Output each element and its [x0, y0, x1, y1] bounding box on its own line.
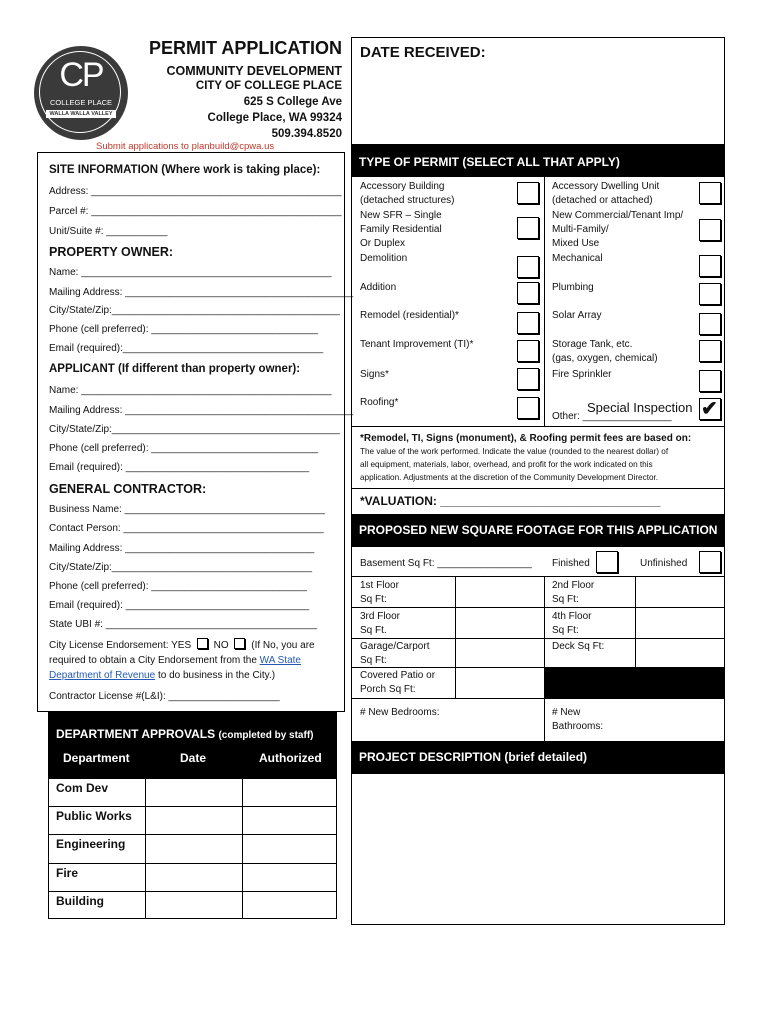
applicant-email-field[interactable]: Email (required): _________________________________ [49, 462, 310, 473]
sqft-garage: Garage/Carport Sq Ft: [360, 641, 430, 666]
owner-mailing-field[interactable]: Mailing Address: _________________________________________ [49, 287, 354, 298]
checkbox-signs[interactable] [517, 368, 539, 390]
approvals-col-department: Department [63, 751, 130, 765]
permit-remodel: Remodel (residential)* [360, 310, 459, 321]
contractor-heading: GENERAL CONTRACTOR: [49, 482, 207, 496]
approval-row-comdev: Com Dev [56, 781, 109, 795]
contractor-email-field[interactable]: Email (required): _________________________________ [49, 600, 310, 611]
checkbox-remodel[interactable] [517, 312, 539, 334]
permit-other: Other: ________________ [552, 411, 672, 422]
contractor-phone-field[interactable]: Phone (cell preferred): ____________________________ [49, 581, 307, 592]
applicant-phone-field[interactable]: Phone (cell preferred): ______________________________ [49, 443, 319, 454]
permit-demolition: Demolition [360, 253, 408, 264]
site-unit-field[interactable]: Unit/Suite #: ___________ [49, 226, 168, 237]
basement-unfinished-label: Unfinished [640, 558, 688, 569]
sqft-bar [351, 514, 725, 547]
approvals-title: DEPARTMENT APPROVALS [56, 727, 216, 741]
permit-roofing: Roofing* [360, 397, 399, 408]
permit-new-commercial: New Commercial/Tenant Imp/ Multi-Family/ Mixed Use [552, 210, 684, 249]
checkbox-plumbing[interactable] [699, 283, 721, 305]
dept-revenue-link[interactable]: Department of Revenue [49, 670, 156, 681]
fee-note-body-1: The value of the work performed. Indicate the value (rounded to the nearest dollar) of [360, 447, 669, 456]
license-note-end: to do business in the City.) [157, 670, 276, 681]
permit-adu: Accessory Dwelling Unit (detached or attached) [552, 181, 660, 206]
approvals-title-bar [49, 712, 336, 747]
department-name: COMMUNITY DEVELOPMENT [166, 64, 342, 78]
city-name: CITY OF COLLEGE PLACE [195, 80, 342, 92]
permit-tenant-improvement: Tenant Improvement (TI)* [360, 339, 474, 350]
owner-city-field[interactable]: City/State/Zip:_________________________________________ [49, 305, 340, 316]
license-yes-label: City License Endorsement: YES [49, 640, 192, 651]
logo-tagline: WALLA WALLA VALLEY [49, 111, 113, 117]
approval-row-fire: Fire [56, 866, 79, 880]
city-address: 625 S College Ave [243, 96, 342, 108]
checkbox-basement-finished[interactable] [596, 551, 618, 573]
permit-addition: Addition [360, 282, 397, 293]
date-received-box [351, 37, 725, 145]
project-description-bar [351, 741, 725, 774]
permit-accessory-building: Accessory Building (detached structures) [360, 181, 455, 206]
owner-email-field[interactable]: Email (required):____________________________________ [49, 343, 324, 354]
permit-fire-sprinkler: Fire Sprinkler [552, 369, 612, 380]
permit-mechanical: Mechanical [552, 253, 603, 264]
logo-name: COLLEGE PLACE [49, 98, 113, 107]
date-received-label: DATE RECEIVED: [360, 44, 486, 61]
permit-new-sfr: New SFR – Single Family Residential Or Duplex [360, 210, 442, 249]
valuation-field[interactable]: *VALUATION: _________________________________ [360, 494, 661, 508]
sqft-shaded-cell [545, 668, 725, 698]
applicant-mailing-field[interactable]: Mailing Address: _________________________________________ [49, 405, 354, 416]
checkbox-roofing[interactable] [517, 397, 539, 419]
checkbox-solar-array[interactable] [699, 313, 721, 335]
owner-name-field[interactable]: Name: _____________________________________________ [49, 267, 332, 278]
sqft-floor1: 1st Floor Sq Ft: [360, 580, 399, 605]
license-yes-checkbox[interactable] [197, 638, 208, 649]
contractor-ubi-field[interactable]: State UBI #: ______________________________________ [49, 619, 318, 630]
sqft-floor4: 4th Floor Sq Ft: [552, 611, 592, 636]
checkbox-other[interactable] [699, 398, 721, 420]
checkbox-basement-unfinished[interactable] [699, 551, 721, 573]
submit-note: Submit applications to planbuild@cpwa.us [96, 141, 275, 152]
site-address-field[interactable]: Address: _____________________________________________ [49, 186, 342, 197]
site-parcel-field[interactable]: Parcel #: _____________________________________________ [49, 206, 342, 217]
approvals-col-date: Date [180, 751, 207, 765]
checkbox-new-sfr[interactable] [517, 217, 539, 239]
approval-row-engineering: Engineering [56, 837, 126, 851]
fee-note-body-2: all equipment, materials, labor, overhead, and profit for the work indicated on this [360, 460, 653, 469]
checkbox-tenant-improvement[interactable] [517, 340, 539, 362]
sqft-bedrooms: # New Bedrooms: [360, 707, 440, 718]
fee-note-heading: *Remodel, TI, Signs (monument), & Roofing permit fees are based on: [360, 433, 692, 444]
license-note: (If No, you are [251, 640, 315, 651]
contractor-business-field[interactable]: Business Name: ____________________________________ [49, 504, 325, 515]
approvals-header-row [49, 747, 336, 778]
approvals-title-note: (completed by staff) [218, 730, 314, 741]
checkbox-demolition[interactable] [517, 256, 539, 278]
contractor-license-field[interactable]: Contractor License #(L&I): ____________________ [49, 691, 280, 702]
checkbox-storage-tank[interactable] [699, 340, 721, 362]
checkbox-adu[interactable] [699, 182, 721, 204]
contractor-contact-field[interactable]: Contact Person: ____________________________________ [49, 523, 324, 534]
permit-solar-array: Solar Array [552, 310, 602, 321]
fee-note-body-3: application. Adjustments at the discretion of the Community Development Director. [360, 473, 659, 482]
license-no-checkbox[interactable] [234, 638, 245, 649]
sqft-porch: Covered Patio or Porch Sq Ft: [360, 670, 436, 695]
checkbox-accessory-building[interactable] [517, 182, 539, 204]
approval-row-publicworks: Public Works [56, 809, 132, 823]
applicant-heading: APPLICANT (If different than property owner): [49, 363, 301, 375]
basement-finished-label: Finished [552, 558, 590, 569]
checkbox-fire-sprinkler[interactable] [699, 370, 721, 392]
sqft-heading: PROPOSED NEW SQUARE FOOTAGE FOR THIS APPLICATION [359, 523, 718, 537]
checkbox-addition[interactable] [517, 282, 539, 304]
basement-field[interactable]: Basement Sq Ft: _________________ [360, 558, 532, 569]
owner-heading: PROPERTY OWNER: [49, 245, 174, 259]
contractor-mailing-field[interactable]: Mailing Address: __________________________________ [49, 543, 315, 554]
approvals-table [48, 711, 337, 919]
applicant-city-field[interactable]: City/State/Zip:_________________________________________ [49, 424, 340, 435]
permit-type-bar [351, 145, 725, 177]
checkmark-icon: ✔ [701, 398, 718, 420]
permit-signs: Signs* [360, 369, 389, 380]
checkbox-new-commercial[interactable] [699, 219, 721, 241]
logo-monogram: CP [59, 56, 103, 94]
license-note-cont: required to obtain a City Endorsement from the [49, 655, 257, 666]
permit-plumbing: Plumbing [552, 282, 594, 293]
city-state-zip: College Place, WA 99324 [207, 112, 342, 124]
project-description-area[interactable] [352, 775, 724, 924]
applicant-name-field[interactable]: Name: _____________________________________________ [49, 385, 332, 396]
sqft-floor3: 3rd Floor Sq Ft. [360, 611, 401, 636]
sqft-floor2: 2nd Floor Sq Ft: [552, 580, 595, 605]
city-logo [34, 46, 128, 140]
wa-state-link[interactable]: WA State [259, 655, 301, 666]
project-description-heading: PROJECT DESCRIPTION (brief detailed) [359, 750, 588, 764]
approval-row-building: Building [56, 894, 104, 908]
city-phone: 509.394.8520 [271, 128, 342, 140]
sqft-bathrooms: # New Bathrooms: [552, 707, 604, 732]
approvals-col-authorized: Authorized [259, 751, 322, 765]
license-no-label: NO [213, 640, 229, 651]
permit-other-value[interactable]: Special Inspection [587, 400, 693, 415]
sqft-deck: Deck Sq Ft: [552, 641, 605, 652]
owner-phone-field[interactable]: Phone (cell preferred): ______________________________ [49, 324, 319, 335]
form-title: PERMIT APPLICATION [149, 38, 342, 58]
permit-type-heading: TYPE OF PERMIT (SELECT ALL THAT APPLY) [359, 155, 620, 169]
contractor-city-field[interactable]: City/State/Zip:____________________________________ [49, 562, 313, 573]
permit-storage-tank: Storage Tank, etc. (gas, oxygen, chemical) [552, 339, 658, 364]
checkbox-mechanical[interactable] [699, 255, 721, 277]
license-endorsement [49, 638, 339, 683]
site-heading: SITE INFORMATION (Where work is taking place): [49, 164, 321, 176]
